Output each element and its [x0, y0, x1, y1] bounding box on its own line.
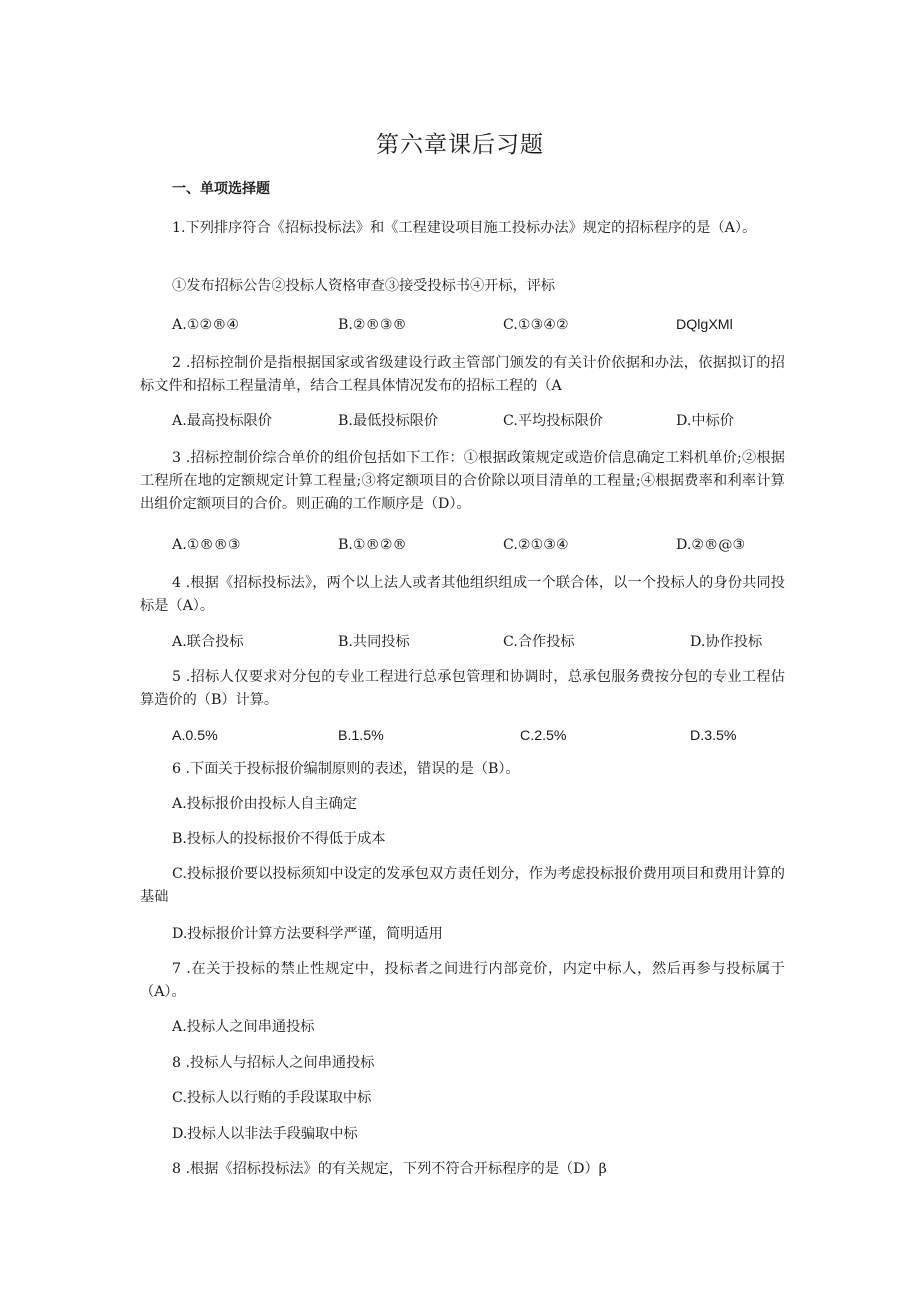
- q2-option-a: A.最高投标限价: [172, 413, 272, 429]
- q6-option-d: D.投标报价计算方法要科学严谨，简明适用: [172, 926, 443, 942]
- q2-option-c: C.平均投标限价: [503, 413, 603, 429]
- q2-option-b: B.最低投标限价: [338, 413, 439, 429]
- q4-option-a: A.联合投标: [172, 634, 244, 650]
- q3-option-d: D.②®@③: [676, 537, 746, 553]
- page-title: 第六章课后习题: [376, 132, 544, 158]
- q1-option-d: DQlgXMl: [676, 317, 733, 333]
- q4-option-c: C.合作投标: [503, 634, 575, 650]
- q4-option-d: D.协作投标: [690, 634, 763, 650]
- q6-option-a: A.投标报价由投标人自主确定: [172, 796, 358, 812]
- q7-option-c: C.投标人以行贿的手段谋取中标: [172, 1090, 372, 1106]
- question-8: 8 .根据《招标投标法》的有关规定，下列不符合开标程序的是（D）β: [172, 1161, 607, 1177]
- q6-option-c: C.投标报价要以投标须知中设定的发承包双方责任划分，作为考虑投标报价费用项目和费用计算的基础: [140, 866, 785, 905]
- question-6: 6 .下面关于投标报价编制原则的表述，错误的是（B）。: [172, 761, 520, 777]
- q5-option-c: C.2.5%: [520, 728, 567, 744]
- question-4: 4 .根据《招标投标法》，两个以上法人或者其他组织组成一个联合体，以一个投标人的身份共同投标是（A）。: [140, 575, 785, 614]
- question-5: 5 .招标人仅要求对分包的专业工程进行总承包管理和协调时，总承包服务费按分包的专业工程估算造价的（B）计算。: [140, 669, 785, 708]
- question-7: 7 .在关于投标的禁止性规定中，投标者之间进行内部竞价，内定中标人，然后再参与投标属于（A）。: [140, 961, 785, 1000]
- q7-option-d: D.投标人以非法手段骗取中标: [172, 1126, 358, 1142]
- q3-option-a: A.①®®③: [172, 537, 241, 553]
- q4-option-b: B.共同投标: [338, 634, 410, 650]
- question-3: 3 .招标控制价综合单价的组价包括如下工作：①根据政策规定或造价信息确定工料机单价;②根据工程所在地的定额规定计算工程量;③将定额项目的合价除以项目清单的工程量;④根据费率和利率计算出组价定额项目的合价。则正确的工作顺序是（D）。: [140, 450, 785, 512]
- q7-option-a: A.投标人之间串通投标: [172, 1019, 315, 1035]
- q5-option-d: D.3.5%: [690, 728, 737, 744]
- question-1-note: ①发布招标公告②投标人资格审查③接受投标书④开标，评标: [172, 278, 556, 294]
- section-heading: 一、单项选择题: [172, 181, 270, 197]
- q1-option-c: C.①③④②: [503, 317, 569, 333]
- q3-option-c: C.②①③④: [503, 537, 569, 553]
- q1-option-b: B.②®③®: [338, 317, 407, 333]
- q5-option-a: A.0.5%: [172, 728, 218, 744]
- q7-option-b: 8 .投标人与招标人之间串通投标: [172, 1055, 375, 1071]
- q3-option-b: B.①®②®: [338, 537, 407, 553]
- question-2: 2 .招标控制价是指根据国家或省级建设行政主管部门颁发的有关计价依据和办法，依据拟订的招标文件和招标工程量清单，结合工程具体情况发布的招标工程的（A: [140, 355, 785, 394]
- q5-option-b: B.1.5%: [338, 728, 384, 744]
- q2-option-d: D.中标价: [676, 413, 734, 429]
- q6-option-b: B.投标人的投标报价不得低于成本: [172, 831, 386, 847]
- question-1: 1.下列排序符合《招标投标法》和《工程建设项目施工投标办法》规定的招标程序的是（A）。: [172, 220, 757, 236]
- q1-option-a: A.①②®④: [172, 317, 240, 333]
